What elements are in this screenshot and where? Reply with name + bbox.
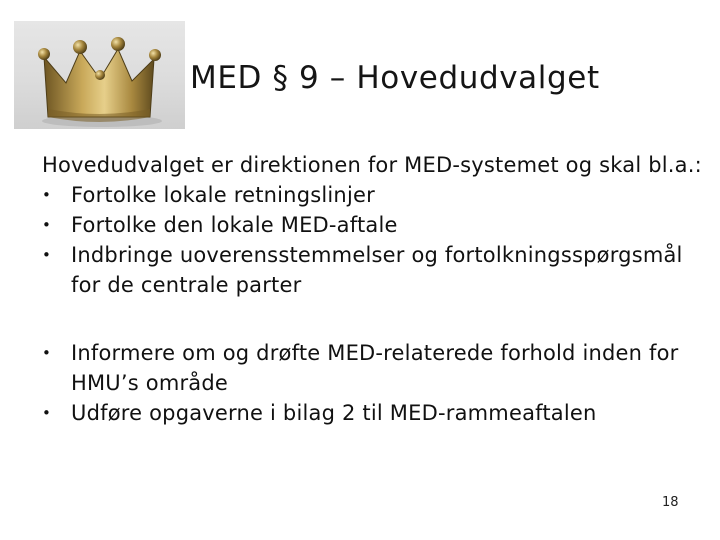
bullet-icon: • bbox=[42, 404, 52, 422]
bullet-list-1 bbox=[42, 180, 702, 300]
bullet-icon: • bbox=[42, 186, 52, 204]
spacer bbox=[42, 300, 702, 338]
bullet-list-2 bbox=[42, 338, 702, 428]
list-item-text: Fortolke den lokale MED-aftale bbox=[71, 213, 398, 237]
intro-text: Hovedudvalget er direktionen for MED-systemet og skal bl.a.: bbox=[42, 153, 702, 177]
list-item bbox=[42, 180, 702, 210]
list-item-text: Udføre opgaverne i bilag 2 til MED-rammeaftalen bbox=[71, 401, 597, 425]
bullet-icon: • bbox=[42, 246, 52, 264]
bullet-icon: • bbox=[42, 216, 52, 234]
list-item-text: Fortolke lokale retningslinjer bbox=[71, 183, 375, 207]
crown-photo bbox=[14, 21, 185, 129]
list-item bbox=[42, 398, 702, 428]
slide-body bbox=[42, 150, 702, 428]
list-item-text: Indbringe uoverensstemmelser og fortolkningsspørgsmål for de centrale parter bbox=[71, 243, 683, 297]
slide-title: MED § 9 – Hovedudvalget bbox=[190, 60, 600, 96]
page-number: 18 bbox=[662, 495, 679, 510]
list-item-text: Informere om og drøfte MED-relaterede forhold inden for HMU’s område bbox=[71, 341, 679, 395]
crown-icon bbox=[14, 21, 185, 129]
list-item bbox=[42, 338, 702, 398]
bullet-icon: • bbox=[42, 344, 52, 362]
list-item bbox=[42, 240, 702, 300]
list-item bbox=[42, 210, 702, 240]
